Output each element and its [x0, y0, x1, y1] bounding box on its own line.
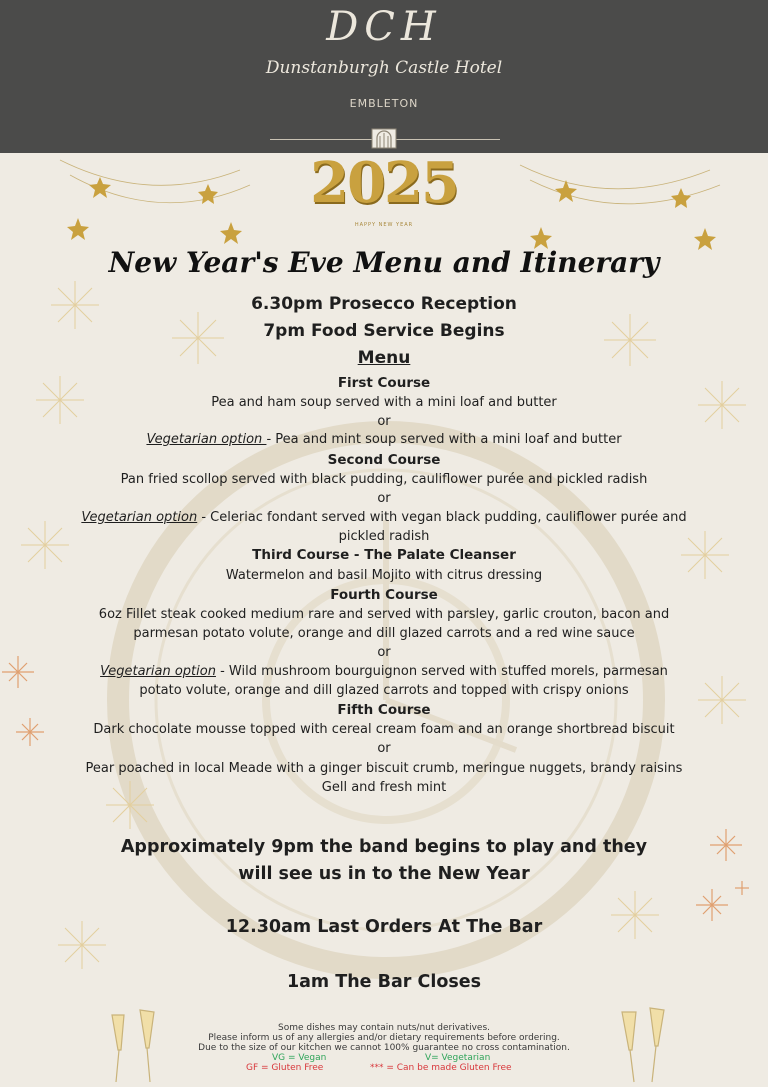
fifth-course-alt-dish-cont: Gell and fresh mint: [321, 780, 447, 795]
allergy-note-2: Please inform us of any allergies and/or dietary requirements before ordering.: [208, 1033, 560, 1043]
first-course-or: or: [377, 414, 391, 429]
menu-heading: Menu: [357, 348, 411, 368]
fourth-course-dish: 6oz Fillet steak cooked medium rare and served with parsley, garlic crouton, bacon and: [98, 607, 670, 622]
fourth-course-veg-line: [0, 662, 768, 681]
hotel-name: Dunstanburgh Castle Hotel: [265, 58, 503, 78]
vegetarian-option-label: Vegetarian option: [146, 432, 267, 447]
fifth-course-dish: Dark chocolate mousse topped with cereal cream foam and an orange shortbread biscuit: [93, 722, 675, 737]
hotel-logo-mark: DCH: [326, 4, 442, 50]
first-course-title: First Course: [337, 375, 431, 391]
allergy-note-3: Due to the size of our kitchen we cannot 100% guarantee no cross contamination.: [198, 1043, 570, 1053]
third-course-title: Third Course - The Palate Cleanser: [252, 547, 516, 563]
fourth-course-dish-cont: parmesan potato volute, orange and dill glazed carrots and a red wine sauce: [133, 626, 635, 641]
third-course-dish: Watermelon and basil Mojito with citrus dressing: [225, 568, 543, 583]
fourth-course-veg-dish-cont: potato volute, orange and dill glazed carrots and topped with crispy onions: [139, 683, 629, 698]
legend-vegan: VG = Vegan: [272, 1053, 327, 1063]
second-course-title: Second Course: [327, 452, 441, 468]
reception-time: 6.30pm Prosecco Reception: [251, 294, 517, 314]
second-course-dish: Pan fried scollop served with black pudding, cauliflower purée and pickled radish: [120, 472, 648, 487]
legend-can-be-gluten-free: *** = Can be made Gluten Free: [370, 1063, 512, 1073]
allergy-note-1: Some dishes may contain nuts/nut derivatives.: [277, 1023, 490, 1033]
vegetarian-option-label: Vegetarian option: [81, 510, 198, 525]
last-orders-time: 12.30am Last Orders At The Bar: [225, 917, 543, 937]
first-course-dish: Pea and ham soup served with a mini loaf and butter: [211, 395, 557, 410]
legend-gluten-free: GF = Gluten Free: [246, 1063, 324, 1073]
fourth-course-title: Fourth Course: [330, 587, 438, 603]
fourth-course-veg-dish: - Wild mushroom bourguignon served with stuffed morels, parmesan: [215, 664, 668, 679]
second-course-or: or: [377, 491, 391, 506]
bar-closes-time: 1am The Bar Closes: [286, 972, 482, 992]
fifth-course-or: or: [377, 741, 391, 756]
hotel-location: EMBLETON: [349, 97, 419, 110]
first-course-veg-dish: - Pea and mint soup served with a mini loaf and butter: [266, 432, 622, 447]
second-course-veg-line: [0, 508, 768, 527]
fifth-course-title: Fifth Course: [337, 702, 431, 718]
fifth-course-alt-dish: Pear poached in local Meade with a ginger biscuit crumb, meringue nuggets, brandy raisins: [85, 761, 683, 776]
band-announcement-line-2: will see us in to the New Year: [238, 864, 530, 884]
vegetarian-option-label: Vegetarian option: [100, 664, 216, 679]
legend-vegetarian: V= Vegetarian: [425, 1053, 491, 1063]
second-course-veg-dish-cont: pickled radish: [338, 529, 430, 544]
band-announcement-line-1: Approximately 9pm the band begins to play and they: [120, 837, 648, 857]
year-caption: HAPPY NEW YEAR: [354, 222, 414, 228]
page-title: New Year's Eve Menu and Itinerary: [108, 246, 660, 279]
second-course-veg-dish: - Celeriac fondant served with vegan black pudding, cauliflower purée and: [197, 510, 687, 525]
year-banner: 2025: [310, 150, 458, 216]
first-course-veg-line: [0, 430, 768, 449]
food-service-time: 7pm Food Service Begins: [263, 321, 505, 341]
fourth-course-or: or: [377, 645, 391, 660]
